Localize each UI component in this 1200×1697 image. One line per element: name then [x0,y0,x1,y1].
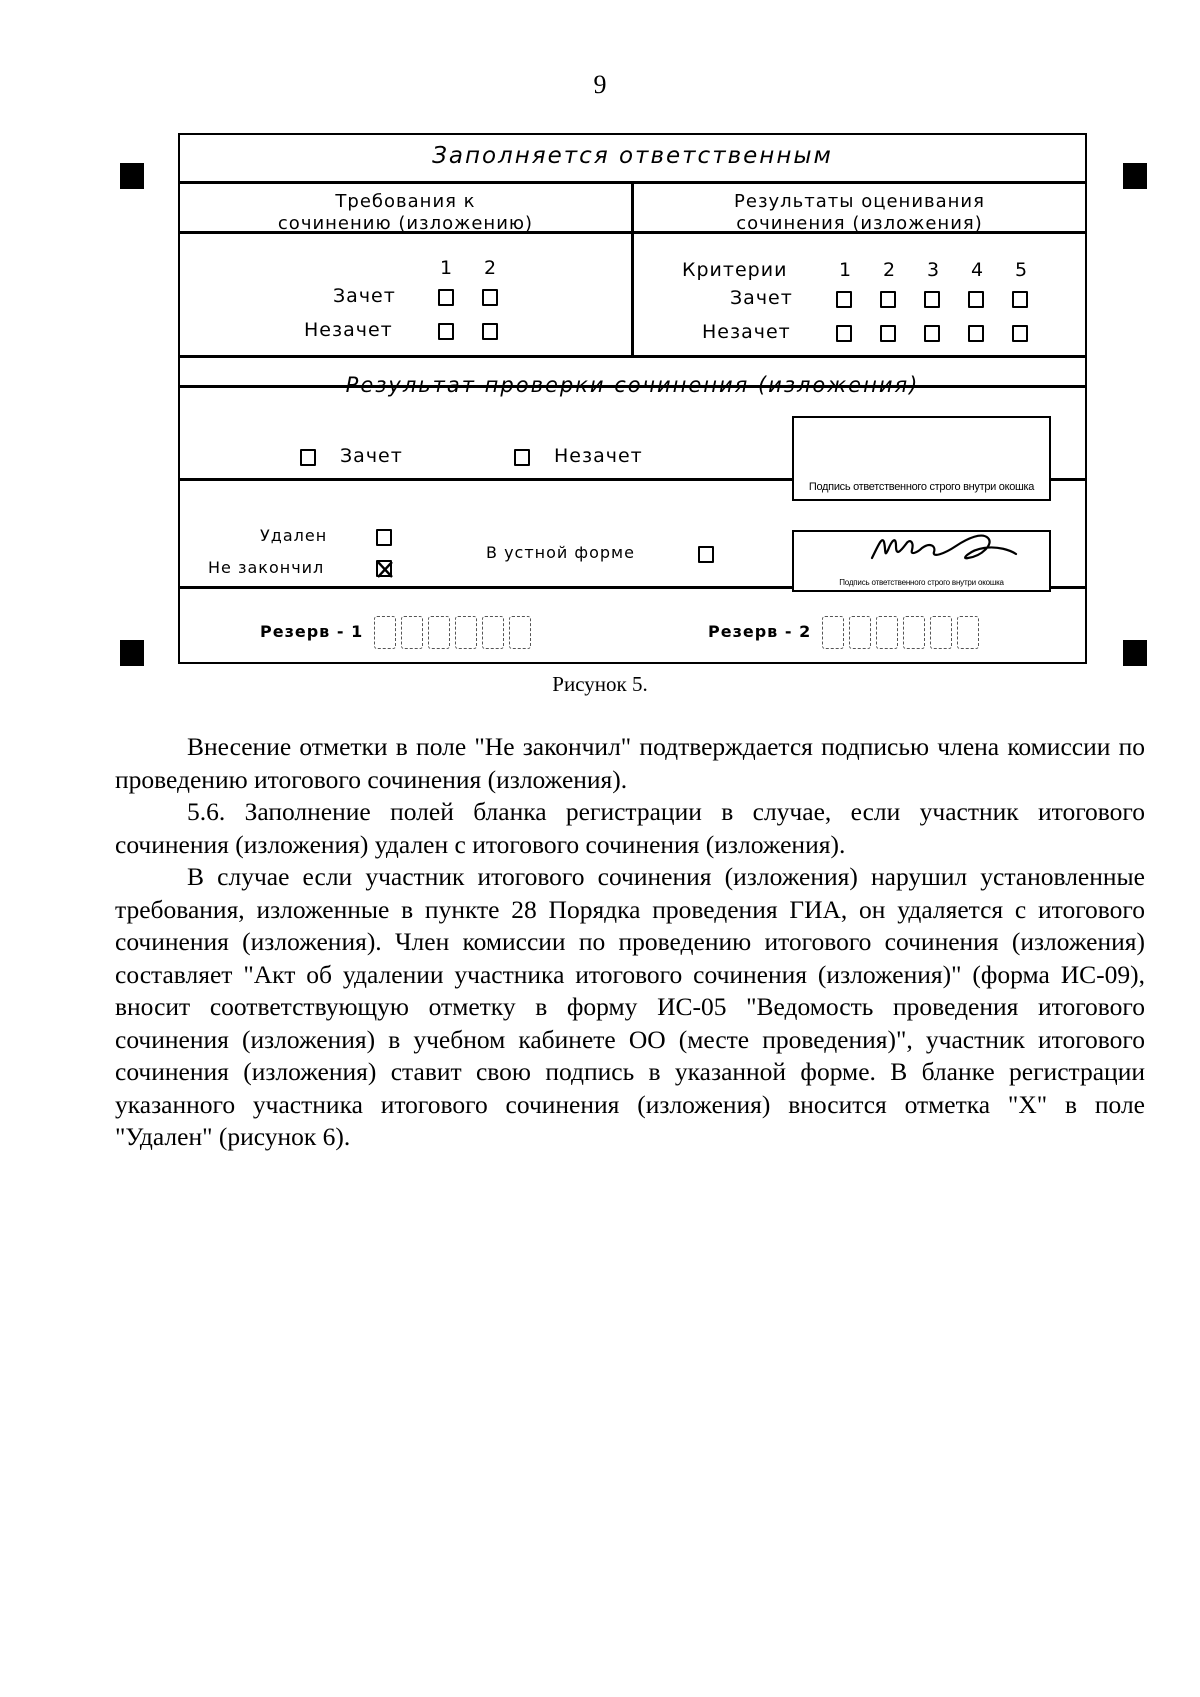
criterion-5-fail-checkbox[interactable] [1012,325,1028,342]
criteria-pass-label: Зачет [730,287,793,309]
reserve-2-cell[interactable] [876,616,898,649]
criterion-5-pass-checkbox[interactable] [1012,291,1028,308]
requirement-col-1: 1 [439,257,453,279]
reserve-1-cell[interactable] [428,616,450,649]
result-fail-checkbox[interactable] [514,449,530,466]
criteria-fail-label: Незачет [702,321,791,343]
requirement-2-fail-checkbox[interactable] [482,323,498,340]
criterion-3-pass-checkbox[interactable] [924,291,940,308]
not-finished-label: Не закончил [208,558,325,577]
criterion-col-2: 2 [882,259,896,281]
reserve-2-cell[interactable] [822,616,844,649]
figure-caption: Рисунок 5. [552,672,648,696]
criterion-col-3: 3 [926,259,940,281]
reserve-1-label: Резерв - 1 [260,622,364,641]
oral-form-checkbox[interactable] [698,546,714,563]
not-finished-checkbox[interactable] [376,560,392,577]
criteria-label: Критерии [682,259,788,281]
reserve-2-cell[interactable] [849,616,871,649]
signature-caption: Подпись ответственного строго внутри окошка [808,481,1035,493]
criterion-col-1: 1 [838,259,852,281]
responsible-form [178,133,1087,664]
form-title: Заполняется ответственным [432,143,833,169]
reserve-1-cell[interactable] [509,616,531,649]
criterion-1-fail-checkbox[interactable] [836,325,852,342]
reserve-2-label: Резерв - 2 [708,622,812,641]
removed-checkbox[interactable] [376,529,392,546]
reserve-1-cell[interactable] [401,616,423,649]
signature-caption: Подпись ответственного строго внутри окошка [839,578,1004,587]
criterion-col-5: 5 [1014,259,1028,281]
reserve-1-cell[interactable] [455,616,477,649]
requirement-1-fail-checkbox[interactable] [438,323,454,340]
requirement-col-2: 2 [483,257,497,279]
body-text [115,731,1145,1154]
criterion-4-pass-checkbox[interactable] [968,291,984,308]
criterion-col-4: 4 [970,259,984,281]
handwritten-signature [864,528,1024,568]
reserve-2-cell[interactable] [903,616,925,649]
oral-form-label: В устной форме [486,543,635,562]
criterion-4-fail-checkbox[interactable] [968,325,984,342]
signature-box-result[interactable] [792,416,1051,501]
reserve-1-cell[interactable] [482,616,504,649]
paragraph: В случае если участник итогового сочинения (изложения) нарушил установленные требования, изложенные в пункте 28 Порядка проведения ГИА, он удаляется с итогового сочинения (изложения). Член комиссии по проведению итогового сочинения (изложения) составляет "Акт об удалении участника итогового сочинения (изложения)" (форма ИС-09), вносит соответствующую отметку в форму ИС-05 "Ведомость проведения итогового сочинения (изложения) в учебном кабинете ОО (месте проведения)", участник итогового сочинения (изложения) ставит свою подпись в указанной форме. В бланке регистрации указанного участника итогового сочинения (изложения) вносится отметка "X" в поле "Удален" (рисунок 6). [115,862,1145,1151]
checkbox-cross-mark-icon [377,561,393,578]
results-header: Результаты оценивания сочинения (изложения) [734,191,985,234]
result-title: Результат проверки сочинения (изложения) [345,373,920,397]
requirements-fail-label: Незачет [304,319,393,341]
registration-marker-top-right [1123,163,1147,189]
criterion-2-pass-checkbox[interactable] [880,291,896,308]
reserve-2-cell[interactable] [930,616,952,649]
registration-marker-top-left [120,163,144,189]
criterion-2-fail-checkbox[interactable] [880,325,896,342]
registration-marker-bottom-right [1123,640,1147,666]
requirement-2-pass-checkbox[interactable] [482,289,498,306]
result-pass-checkbox[interactable] [300,449,316,466]
signature-box-not-finished[interactable] [792,530,1051,592]
requirements-pass-label: Зачет [333,285,396,307]
registration-marker-bottom-left [120,640,144,666]
requirement-1-pass-checkbox[interactable] [438,289,454,306]
paragraph: Внесение отметки в поле "Не закончил" подтверждается подписью члена комиссии по проведению итогового сочинения (изложения). [115,732,1145,794]
form-divider [180,355,1085,358]
reserve-1-cell[interactable] [374,616,396,649]
removed-label: Удален [260,526,328,545]
criterion-3-fail-checkbox[interactable] [924,325,940,342]
paragraph: 5.6. Заполнение полей бланка регистрации в случае, если участник итогового сочинения (изложения) удален с итогового сочинения (изложения). [115,797,1145,859]
reserve-2-cell[interactable] [957,616,979,649]
result-pass-label: Зачет [340,445,403,467]
criterion-1-pass-checkbox[interactable] [836,291,852,308]
result-fail-label: Незачет [554,445,643,467]
page-number: 9 [593,70,607,99]
requirements-header: Требования к сочинению (изложению) [277,191,534,234]
